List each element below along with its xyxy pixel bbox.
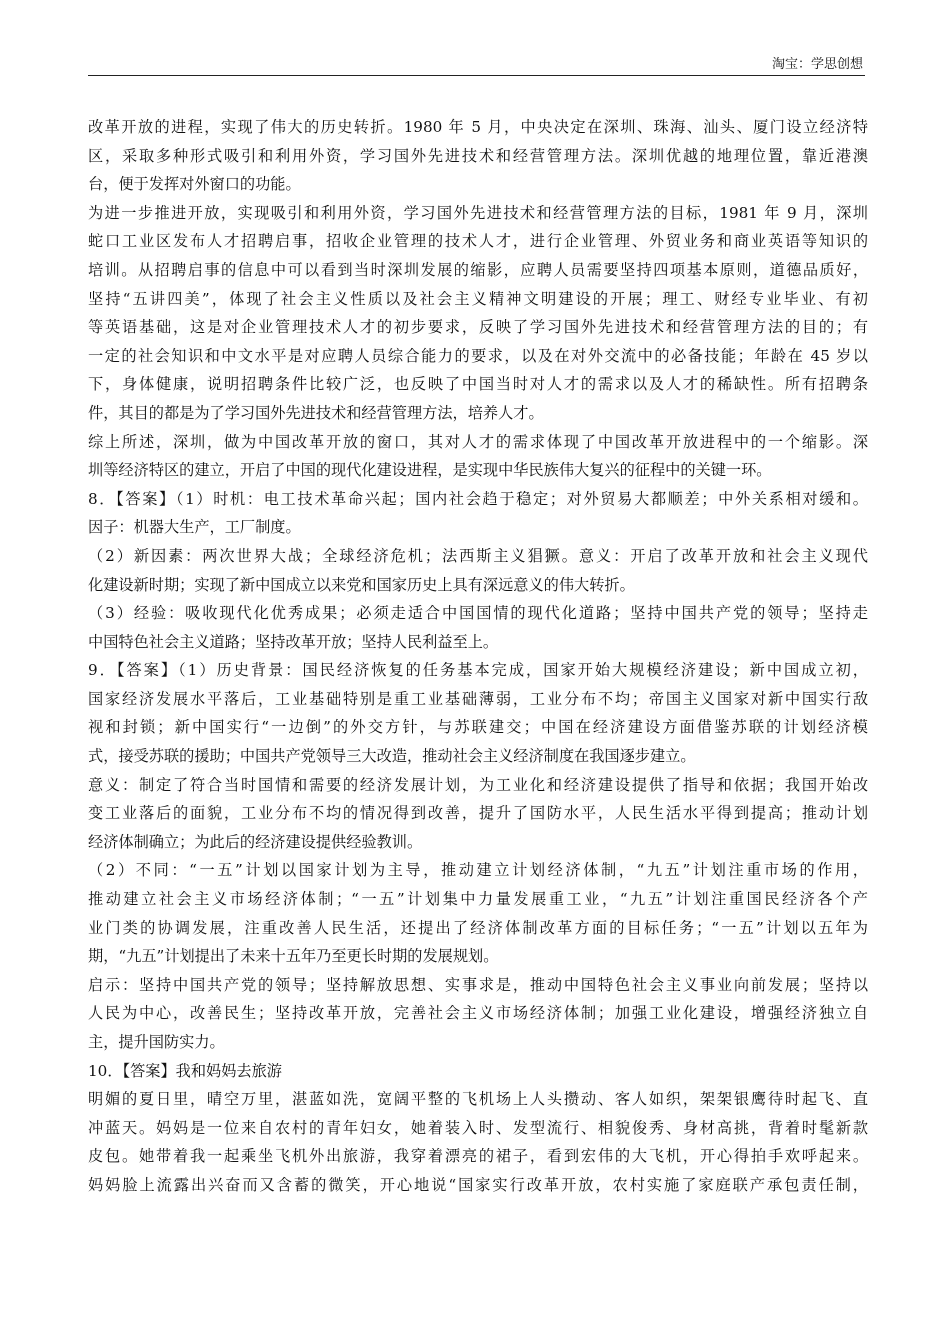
text-line: 明媚的夏日里，晴空万里，湛蓝如洗，宽阔平整的飞机场上人头攒动、客人如织，架架银鹰待时起飞、直 [88, 1090, 868, 1109]
text-line: 冲蓝天。妈妈是一位来自农村的青年妇女，她着装入时、发型流行、相貌俊秀、身材高挑，背着时髦新款 [88, 1118, 868, 1137]
text-line: 9．【答案】（1）历史背景：国民经济恢复的任务基本完成，国家开始大规模经济建设；新中国成立初， [88, 661, 868, 680]
text-line: 下，身体健康，说明招聘条件比较广泛，也反映了中国当时对人才的需求以及人才的稀缺性。所有招聘条 [88, 375, 868, 394]
text-line: （2）新因素：两次世界大战；全球经济危机；法西斯主义猖獗。意义：开启了改革开放和社会主义现代 [88, 546, 868, 565]
text-line: 启示：坚持中国共产党的领导；坚持解放思想、实事求是，推动中国特色社会主义事业向前发展；坚持以 [88, 975, 868, 994]
text-line: 蛇口工业区发布人才招聘启事，招收企业管理的技术人才，进行企业管理、外贸业务和商业英语等知识的 [88, 232, 868, 251]
text-line: 期，“九五”计划提出了未来十五年乃至更长时期的发展规划。 [88, 947, 499, 966]
text-line: 视和封锁；新中国实行“一边倒”的外交方针，与苏联建交；中国在经济建设方面借鉴苏联的计划经济模 [88, 718, 868, 737]
text-line: 为进一步推进开放，实现吸引和利用外资，学习国外先进技术和经营管理方法的目标，1981 年 9 月，深圳 [88, 203, 868, 222]
text-line: （2）不同：“一五”计划以国家计划为主导，推动建立计划经济体制，“九五”计划注重市场的作用， [88, 861, 868, 880]
text-line: 8．【答案】（1）时机：电工技术革命兴起；国内社会趋于稳定；对外贸易大都顺差；中外关系相对缓和。 [88, 489, 868, 508]
text-line: 意义：制定了符合当时国情和需要的经济发展计划，为工业化和经济建设提供了指导和依据；我国开始改 [88, 775, 868, 794]
text-line: 业门类的协调发展，注重改善人民生活，还提出了经济体制改革方面的目标任务；“一五”计划以五年为 [88, 918, 868, 937]
text-line: 等英语基础，这是对企业管理技术人才的初步要求，反映了学习国外先进技术和经营管理方法的目的；有 [88, 318, 868, 337]
text-line: 人民为中心，改善民生；坚持改革开放，完善社会主义市场经济体制；加强工业化建设，增强经济独立自 [88, 1004, 868, 1023]
text-line: 变工业落后的面貌，工业分布不均的情况得到改善，提升了国防水平，人民生活水平得到提高；推动计划 [88, 804, 868, 823]
text-line: 培训。从招聘启事的信息中可以看到当时深圳发展的缩影，应聘人员需要坚持四项基本原则，道德品质好， [88, 260, 868, 279]
text-line: 因子：机器大生产，工厂制度。 [88, 518, 301, 537]
text-line: 国家经济发展水平落后，工业基础特别是重工业基础薄弱，工业分布不均；帝国主义国家对新中国实行敌 [88, 689, 868, 708]
text-line: （3）经验：吸收现代化优秀成果；必须走适合中国国情的现代化道路；坚持中国共产党的领导；坚持走 [88, 604, 868, 623]
text-line: 10．【答案】我和妈妈去旅游 [88, 1061, 282, 1080]
document-body [88, 113, 868, 1200]
text-line: 式，接受苏联的援助；中国共产党领导三大改造，推动社会主义经济制度在我国逐步建立。 [88, 747, 696, 766]
text-line: 综上所述，深圳，做为中国改革开放的窗口，其对人才的需求体现了中国改革开放进程中的一个缩影。深 [88, 432, 868, 451]
header-text: 淘宝：学思创想 [771, 57, 863, 72]
text-line: 经济体制确立；为此后的经济建设提供经验教训。 [88, 832, 423, 851]
text-line: 主，提升国防实力。 [88, 1033, 225, 1051]
page-header [88, 58, 865, 76]
text-line: 妈妈脸上流露出兴奋而又含蓄的微笑，开心地说“国家实行改革开放，农村实施了家庭联产承包责任制， [88, 1175, 868, 1194]
text-line: 台，便于发挥对外窗口的功能。 [88, 175, 301, 194]
text-line: 改革开放的进程，实现了伟大的历史转折。1980 年 5 月，中央决定在深圳、珠海、汕头、厦门设立经济特 [88, 118, 868, 136]
text-line: 圳等经济特区的建立，开启了中国的现代化建设进程，是实现中华民族伟大复兴的征程中的关键一环。 [88, 461, 772, 480]
text-line: 化建设新时期；实现了新中国成立以来党和国家历史上具有深远意义的伟大转折。 [88, 575, 635, 594]
text-line: 区，采取多种形式吸引和利用外资，学习国外先进技术和经营管理方法。深圳优越的地理位置，靠近港澳 [88, 146, 868, 165]
text-line: 件，其目的都是为了学习国外先进技术和经营管理方法，培养人才。 [88, 403, 544, 422]
text-line: 坚持“五讲四美”，体现了社会主义性质以及社会主义精神文明建设的开展；理工、财经专业毕业、有初 [88, 289, 868, 308]
text-line: 推动建立社会主义市场经济体制；“一五”计划集中力量发展重工业，“九五”计划注重国民经济各个产 [88, 890, 868, 909]
text-line: 皮包。她带着我一起乘坐飞机外出旅游，我穿着漂亮的裙子，看到宏伟的大飞机，开心得拍手欢呼起来。 [88, 1147, 868, 1166]
text-line: 中国特色社会主义道路；坚持改革开放；坚持人民利益至上。 [88, 632, 499, 651]
text-line: 一定的社会知识和中文水平是对应聘人员综合能力的要求，以及在对外交流中的必备技能；年龄在 45 岁以 [88, 346, 868, 365]
